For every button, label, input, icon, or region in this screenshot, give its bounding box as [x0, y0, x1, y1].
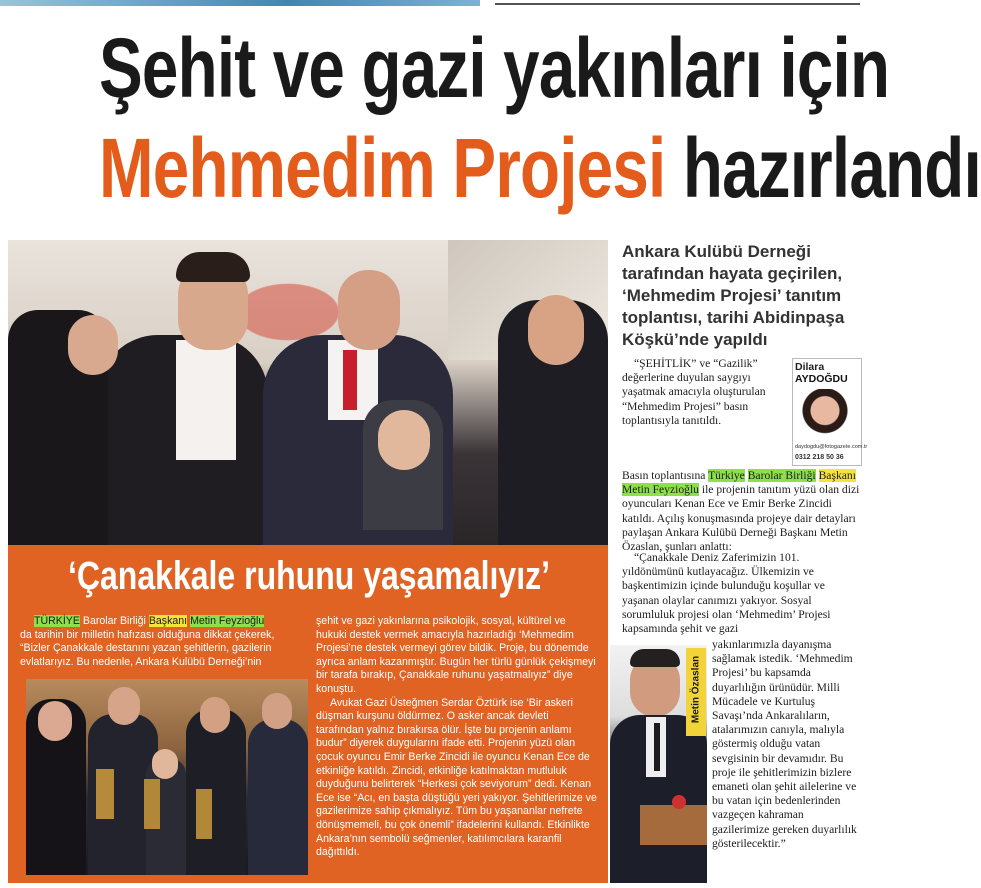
headline-black: hazırlandı [682, 121, 981, 215]
article-highlight-name: Metin Feyzioğlu [622, 483, 699, 497]
author-box [792, 358, 868, 466]
article-highlight-title: Başkanı [818, 469, 856, 482]
article-paragraph-4: yakınlarımızla dayanışma sağlamak istedik. ‘Mehmedim Projesi’ bu kapsamda duyarlılığın ürünüdür. Milli Mücadele ve Kurtuluş Savaşı’nda Ankaralıların, atalarımızın canıyla, malıyla göstermiş olduğu vatan sevgisinin bir devamıdır. Bu proje ile şehitlerimizin bizlere emaneti olan şehit ailelerine ve bu vatan için bedenlerinden vazgeçen kahraman gazilerimize gereken duyarlılık gösterilecektir.” [712, 638, 857, 850]
headline-orange: Mehmedim Projesi [99, 121, 666, 215]
article-paragraph-1 [622, 357, 782, 428]
small-photo-woman-face [38, 701, 72, 741]
box-title: ‘Çanakkale ruhunu yaşamalıyız’ [68, 554, 550, 598]
small-photo-president [248, 719, 308, 875]
article-paragraph-2 [622, 469, 860, 554]
small-photo-trophy-2 [144, 779, 160, 829]
photo-person-right-face [528, 295, 584, 365]
box-highlight-title: Başkanı [148, 615, 188, 627]
author-first-name: Dilara [795, 361, 825, 373]
small-photo [26, 679, 308, 875]
article-highlight-bar: Barolar Birliği [747, 469, 816, 482]
small-photo-trophy-1 [96, 769, 114, 819]
photo-person-actor-hair [176, 252, 250, 282]
author-phone: 0312 218 50 36 [795, 454, 844, 461]
main-photo [8, 240, 608, 545]
top-rule [495, 3, 860, 5]
small-photo-trophy-3 [196, 789, 212, 839]
photo-person-president-tie [343, 350, 357, 410]
photo-person-child-face [378, 410, 430, 470]
quote-box [8, 545, 608, 883]
photo-person-left-face [68, 315, 118, 375]
headline-line1: Şehit ve gazi yakınları için [99, 21, 890, 115]
article-p2-post: ile projenin tanıtım yüzü olan dizi oyuncuları Kenan Ece ve Emir Berke Zincidi katıldı. Açılış konuşmasında projeye dair detayları paylaşan Ankara Kulübü Derneği Başkanı Metin Özaslan, şunları anlattı: [622, 483, 860, 554]
headline-line2 [99, 121, 981, 215]
author-name [793, 361, 863, 385]
person-photo-flower [672, 795, 686, 809]
small-photo-man-face [200, 697, 230, 733]
box-column-2-text: şehit ve gazi yakınlarına psikolojik, sosyal, kültürel ve hukuki destek vermek amacıyla hazırladığı ‘Mehmedim Projesi’ne destek vermeyi görev bildik. Proje, bu dönemde ayrıca anlam kazanmıştır. Bugün her türlü günlük çekişmeyi bir tarafa bırakıp, Çanakkale ruhunu yaşatmalıyız” diye konuştu. [316, 615, 596, 695]
top-color-strip [0, 0, 480, 6]
article-paragraph-3-text: “Çanakkale Deniz Zaferimizin 101. yıldönümünü kutlayacağız. Ülkemizin ve başkentimizin içinde bulunduğu koşullar ve yaşanan olaylar canımızı yakıyor. Sosyal sorumluluk projesi olan ‘Mehmedim’ Projesi kapsamında şehit ve gazi [622, 551, 831, 636]
box-highlight-name: Metin Feyzioğlu [190, 615, 265, 627]
small-photo-child-face [152, 749, 178, 779]
person-photo-tie [654, 723, 660, 771]
person-name-label-text: Metin Özaslan [690, 655, 702, 724]
box-highlight-country: TÜRKİYE [34, 615, 80, 627]
article-highlight-country: Türkiye [708, 469, 745, 482]
small-photo-actor-face [108, 687, 140, 725]
box-column-1 [20, 615, 300, 669]
box-column-2-text-2: Avukat Gazi Üsteğmen Serdar Öztürk ise ‘Bir askeri düşman kurşunu öldürmez. O asker ancak devleti tarafından yalnız bırakırsa ölür. İşte bu projenin anlamı budur” diyerek duygularını ifade etti. Projenin yüzü olan çocuk oyuncu Emir Berke Zincidi ile oyuncu Kenan Ece de etkinliğe katıldı. Zincidi, etkinliğe katılmaktan mutluluk duyduğunu belirterek “Herkesi çok seviyorum” dedi. Kenan Ece ise “Acı, en başta düştüğü yeri yakıyor. Şehitlerimize ve gazilerimize sahip çıkmalıyız. Tüm bu yaşananlar nefrete dönüşmemeli, bu çok önemli” ifadelerini kullandı. Etkinlikte Ankara’nın sembolü seğmenler, katılımcılara karanfil dağıttıldı. [316, 696, 597, 859]
small-photo-president-face [262, 693, 292, 729]
box-column-1-text: da tarihin bir milletin hafızası olduğuna dikkat çekerek, “Bizler Çanakkale destanını yazan şehitlerin, gazilerin evlatlarıyız. Bu nedenle, Ankara Kulübü Derneği’nin [20, 628, 275, 668]
photo-person-president-face [338, 270, 400, 350]
author-email: daydogdu@fotogazete.com.tr [795, 444, 868, 450]
author-last-name: AYDOĞDU [795, 373, 848, 385]
author-photo [799, 389, 851, 443]
box-highlight-bar: Barolar Birliği [82, 615, 146, 627]
article-p2-pre: Basın toplantısına [622, 469, 709, 482]
box-column-2 [316, 615, 598, 860]
article-subhead: Ankara Kulübü Derneği tarafından hayata geçirilen, ‘Mehmedim Projesi’ tanıtım toplantısı, tarihi Abidinpaşa Köşkü’nde yapıldı [622, 242, 845, 349]
person-photo-podium [640, 805, 707, 845]
person-photo-hair [630, 649, 680, 667]
photo-person-actor-shirt [176, 340, 236, 460]
article-paragraph-1-text: “ŞEHİTLİK” ve “Gazilik” değerlerine duyulan saygıyı yaşatmak amacıyla oluşturulan “Mehmedim Projesi” basın toplantısıyla tanıtıldı. [622, 357, 766, 427]
small-photo-man [186, 709, 246, 875]
article-paragraph-3 [622, 551, 860, 636]
person-name-label [686, 648, 706, 736]
